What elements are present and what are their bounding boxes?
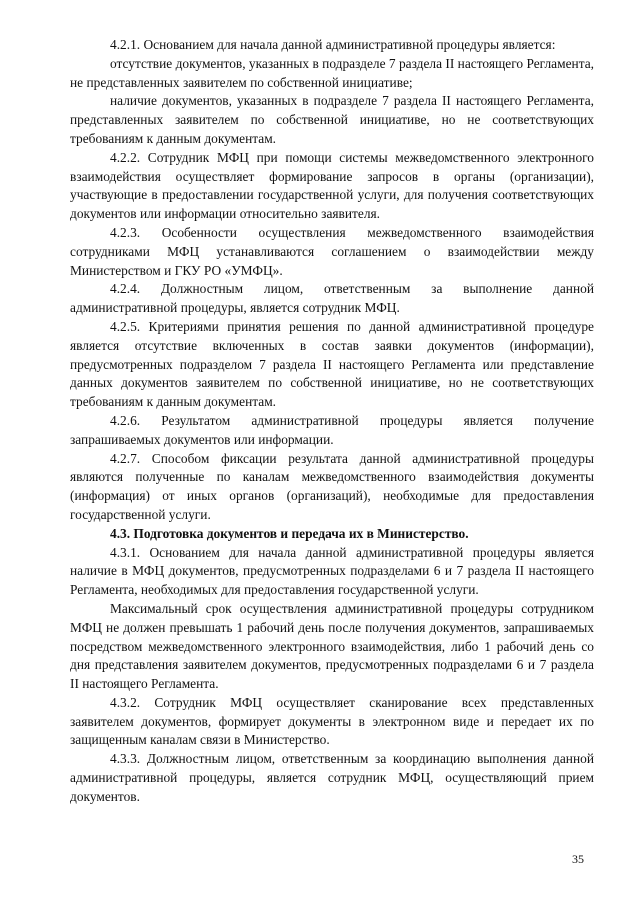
paragraph-4-3-2: 4.3.2. Сотрудник МФЦ осуществляет сканирование всех представленных заявителем документов, формирует документы в электронном виде и передает их по защищенным каналам связи в Министерство.: [70, 694, 594, 748]
paragraph-4-3-1: 4.3.1. Основанием для начала данной административной процедуры является наличие в МФЦ документов, предусмотренных подразделами 6 и 7 раздела II настоящего Регламента, необходимых для предоставления государственной услуги.: [70, 544, 594, 598]
paragraph-4-2-2: 4.2.2. Сотрудник МФЦ при помощи системы межведомственного электронного взаимодействия осуществляет формирование запросов в органы (организации), участвующие в предоставлении государственной услуги, для получения соответствующих документов или информации относительно заявителя.: [70, 149, 594, 222]
paragraph-presence-of-documents: наличие документов, указанных в подразделе 7 раздела II настоящего Регламента, представленных заявителем по собственной инициативе, но не соответствующих требованиям к данным документам.: [70, 93, 594, 146]
paragraph-4-3-3: 4.3.3. Должностным лицом, ответственным за координацию выполнения данной административной процедуры, является сотрудник МФЦ, осуществляющий прием документов.: [70, 751, 594, 804]
paragraph-4-2-7: 4.2.7. Способом фиксации результата данной административной процедуры являются полученные по каналам межведомственного взаимодействия документы (информация) от иных органов (организаций), необходимые для предоставления государственной услуги.: [70, 450, 594, 522]
paragraph-4-2-4: 4.2.4. Должностным лицом, ответственным за выполнение данной административной процедуры, является сотрудник МФЦ.: [70, 281, 594, 316]
paragraph-4-2-3: 4.2.3. Особенности осуществления межведомственного взаимодействия сотрудниками МФЦ устанавливаются соглашением о взаимодействии между Министерством и ГКУ РО «УМФЦ».: [70, 224, 594, 278]
paragraph-absence-of-documents: отсутствие документов, указанных в подразделе 7 раздела II настоящего Регламента, не представленных заявителем по собственной инициативе;: [70, 55, 594, 90]
paragraph-4-2-5: 4.2.5. Критериями принятия решения по данной административной процедуре является отсутствие включенных в состав заявки документов (информации), предусмотренных подразделом 7 раздела II настоящего Регламента или представление данных документов заявителем по собственной инициативе, но не соответствующих требованиям к данным документам.: [70, 318, 594, 410]
paragraph-4-2-6: 4.2.6. Результатом административной процедуры является получение запрашиваемых документов или информации.: [70, 412, 594, 447]
paragraph-max-term: Максимальный срок осуществления административной процедуры сотрудником МФЦ не должен превышать 1 рабочий день после получения документов, запрашиваемых посредством межведомственного электронного взаимодействия, либо 1 рабочий день со дня представления заявителем документов, предусмотренных подразделами 6 и 7 раздела II настоящего Регламента.: [70, 600, 594, 692]
section-heading-4-3: 4.3. Подготовка документов и передача их в Министерство.: [110, 525, 469, 541]
paragraph-4-2-1: 4.2.1. Основанием для начала данной административной процедуры является:: [110, 37, 556, 52]
document-page: [70, 36, 594, 807]
page-number: 35: [572, 852, 584, 866]
